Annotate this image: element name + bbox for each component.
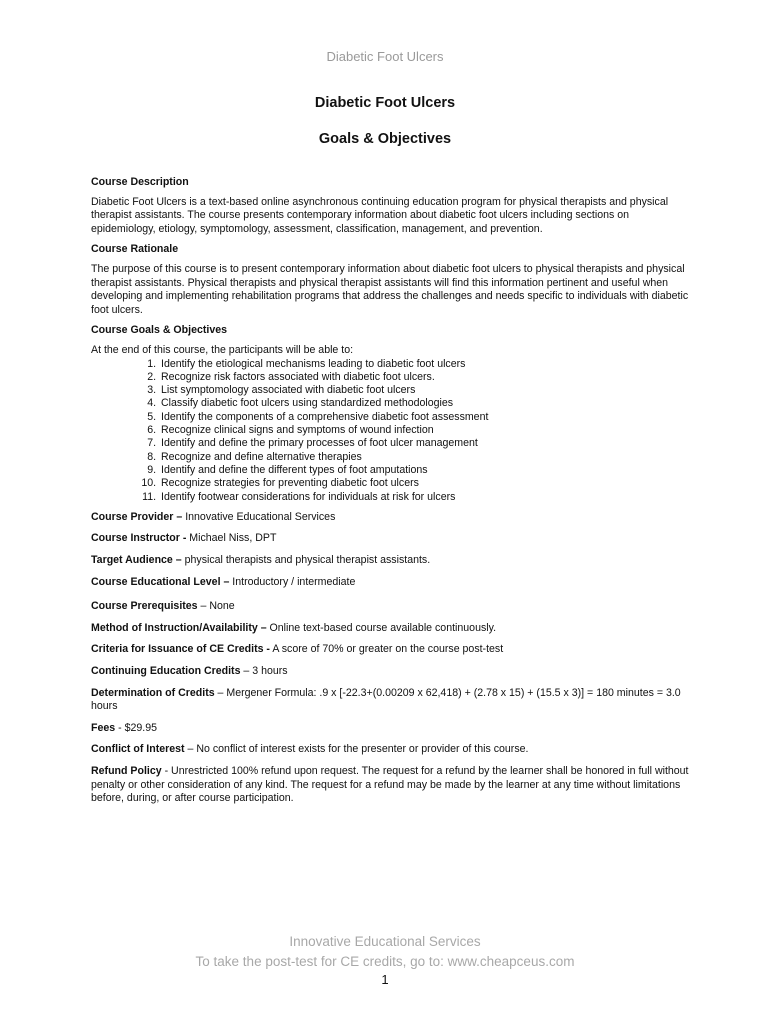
objective-item: 3. List symptomology associated with diabetic foot ulcers <box>159 384 691 397</box>
course-instructor <box>91 532 691 546</box>
course-goals-intro: At the end of this course, the participants will be able to: <box>91 343 354 356</box>
detail-value: Online text-based course available continuously. <box>266 621 497 634</box>
determination-of-credits <box>91 687 691 714</box>
ce-credit-criteria <box>91 643 691 657</box>
detail-value: – No conflict of interest exists for the presenter or provider of this course. <box>184 743 529 756</box>
objective-item: 10. Recognize strategies for preventing diabetic foot ulcers <box>159 477 691 490</box>
objective-item: 1. Identify the etiological mechanisms leading to diabetic foot ulcers <box>159 358 691 371</box>
detail-value: Innovative Educational Services <box>182 510 336 523</box>
objective-item: 9. Identify and define the different types of foot amputations <box>159 464 691 477</box>
footer-post-test-note: To take the post-test for CE credits, go to: www.cheapceus.com <box>195 954 575 969</box>
detail-label: Fees <box>91 721 116 734</box>
refund-policy <box>91 765 691 806</box>
detail-value: physical therapists and physical therapist assistants. <box>181 553 431 566</box>
objective-item: 8. Recognize and define alternative therapies <box>159 451 691 464</box>
objective-item: 7. Identify and define the primary processes of foot ulcer management <box>159 437 691 450</box>
objective-item: 6. Recognize clinical signs and symptoms of wound infection <box>159 424 691 437</box>
course-rationale-text: The purpose of this course is to present contemporary information about diabetic foot ulcers to physical therapists and physical therapist assistants. Physical therapists and physical therapist assistants will find this information pertinent and useful when developing and implementing rehabilitation programs that address the challenges and needs specific to individuals with diabetic foot ulcers. <box>91 262 689 316</box>
detail-value: – 3 hours <box>240 664 288 677</box>
document-subtitle: Goals & Objectives <box>318 131 452 147</box>
course-provider <box>91 511 691 525</box>
document-body <box>91 176 691 814</box>
detail-label: Course Provider – <box>91 510 183 523</box>
document-title: Diabetic Foot Ulcers <box>314 95 456 111</box>
running-header: Diabetic Foot Ulcers <box>326 49 444 64</box>
detail-label: Determination of Credits <box>91 686 215 699</box>
detail-label: Continuing Education Credits <box>91 664 241 677</box>
detail-label: Course Instructor - <box>91 532 187 545</box>
detail-label: Conflict of Interest <box>91 743 185 756</box>
course-rationale-heading: Course Rationale <box>91 243 179 256</box>
detail-label: Method of Instruction/Availability – <box>91 621 267 634</box>
detail-label: Course Educational Level – <box>91 575 230 588</box>
detail-value: – Mergener Formula: .9 x [-22.3+(0.00209 x 62,418) + (2.78 x 15) + (15.5 x 3)] = 180 minutes = 3.0 hours <box>91 686 681 713</box>
page-number: 1 <box>381 972 389 987</box>
continuing-education-credits <box>91 665 691 679</box>
course-description-heading: Course Description <box>91 176 189 188</box>
detail-value: Michael Niss, DPT <box>186 532 277 545</box>
objectives-list <box>91 358 691 504</box>
objective-item: 4. Classify diabetic foot ulcers using standardized methodologies <box>159 397 691 410</box>
footer-provider: Innovative Educational Services <box>289 934 481 949</box>
detail-value: Introductory / intermediate <box>229 575 356 588</box>
objective-item: 2. Recognize risk factors associated with diabetic foot ulcers. <box>159 371 691 384</box>
course-prerequisites <box>91 600 691 614</box>
detail-value: - Unrestricted 100% refund upon request. The request for a refund by the learner shall be honored in full without penalty or other consideration of any kind. The request for a refund may be made by the learner at any time without limitations before, during, or after course participation. <box>91 764 689 805</box>
course-description-text: Diabetic Foot Ulcers is a text-based online asynchronous continuing education program for physical therapists and physical therapist assistants. The course presents contemporary information about diabetic foot ulcers including sections on epidemiology, etiology, symptomology, assessment, classification, management, and prevention. <box>91 195 669 235</box>
page-footer <box>0 932 770 972</box>
target-audience <box>91 554 691 568</box>
detail-value: – None <box>197 600 235 613</box>
conflict-of-interest <box>91 743 691 757</box>
detail-label: Refund Policy <box>91 764 162 777</box>
educational-level <box>91 576 691 590</box>
detail-label: Course Prerequisites <box>91 600 198 613</box>
detail-label: Criteria for Issuance of CE Credits - <box>91 643 270 656</box>
course-goals-heading: Course Goals & Objectives <box>91 324 228 337</box>
objective-item: 11. Identify footwear considerations for individuals at risk for ulcers <box>159 491 691 504</box>
objective-item: 5. Identify the components of a comprehensive diabetic foot assessment <box>159 411 691 424</box>
fees <box>91 722 691 736</box>
detail-value: A score of 70% or greater on the course post-test <box>269 643 504 656</box>
detail-value: - $29.95 <box>115 721 157 734</box>
method-of-instruction <box>91 622 691 636</box>
detail-label: Target Audience – <box>91 553 182 566</box>
